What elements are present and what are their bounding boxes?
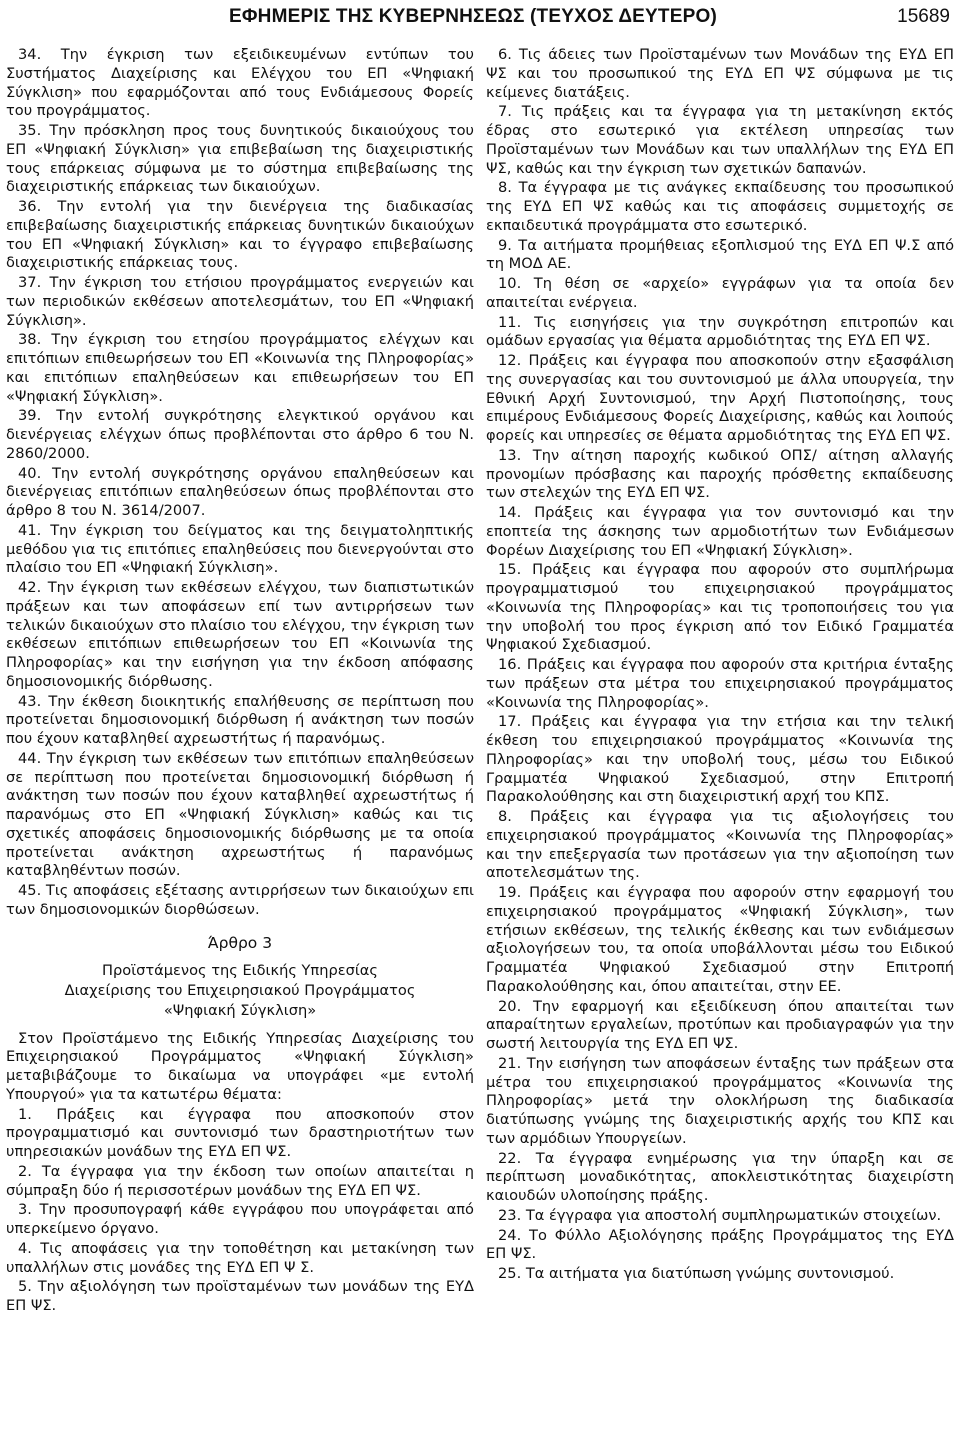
- page-header: [0, 6, 960, 32]
- article-intro: Στον Προϊστάμενο της Ειδικής Υπηρεσίας Διαχείρισης του Επιχειρησιακού Προγράμματος «Ψηφιακή Σύγκλιση» μεταβιβάζουμε το δικαίωμα να υπογράφει «με εντολή Υπουργού» για τα κατωτέρω θέματα:: [6, 1029, 474, 1103]
- article-title-line-2: Διαχείρισης του Επιχειρησιακού Προγράμματος: [64, 982, 416, 999]
- paragraph-43: 43. Την έκθεση διοικητικής επαλήθευσης σε περίπτωση που προτείνεται δημοσιονομική διόρθωση ή ανάκτηση των ποσών που έχουν καταβληθεί αχρεωστήτως ή παρανόμως.: [6, 692, 474, 747]
- paragraph-38: 38. Την έγκριση του ετησίου προγράμματος ελέγχων και επιτόπιων επιθεωρήσεων του ΕΠ «Κοινωνία της Πληροφορίας» και επιτόπιων επαληθεύσεων και επιθεωρήσεων του ΕΠ «Ψηφιακή Σύγκλιση».: [6, 331, 474, 405]
- item-20: 20. Την εφαρμογή και εξειδίκευση όπου απαιτείται των απαραίτητων εργαλείων, προτύπων και προδιαγραφών για την σωστή λειτουργία της ΕΥΔ ΕΠ ΨΣ.: [486, 997, 954, 1052]
- item-22: 22. Τα έγγραφα ενημέρωσης για την ύπαρξη και σε περίπτωση μοναδικότητας, αποκλειστικότητας διαχειρίστη καιουδών υλοποίησης πράξης.: [486, 1149, 954, 1204]
- item-14: 14. Πράξεις και έγγραφα για τον συντονισμό και την εποπτεία της άσκησης των αρμοδιοτήτων των Ενδιάμεσων Φορέων Διαχείρισης του ΕΠ «Ψηφιακή Σύγκλιση».: [486, 504, 954, 559]
- item-7: 7. Τις πράξεις και τα έγγραφα για τη μετακίνηση εκτός έδρας στο εσωτερικό για εκτέλεση υπηρεσίας των Προϊσταμένων των Μονάδων και των υπαλλήλων της ΕΥΔ ΕΠ ΨΣ, καθώς και την έγκριση των σχετικών δαπανών.: [486, 103, 954, 177]
- item-11: 11. Τις εισηγήσεις για την συγκρότηση επιτροπών και ομάδων εργασίας για θέματα αρμοδιότητας της ΕΥΔ ΕΠ ΨΣ.: [486, 313, 954, 350]
- item-18: 8. Πράξεις και έγγραφα για τις αξιολογήσεις του επιχειρησιακού προγράμματος «Κοινωνία της Πληροφορίας» και την επεξεργασία των προτάσεων για την αξιοποίηση των αποτελεσμάτων της.: [486, 808, 954, 882]
- item-9: 9. Τα αιτήματα προμήθειας εξοπλισμού της ΕΥΔ ΕΠ Ψ.Σ από τη ΜΟΔ ΑΕ.: [486, 236, 954, 273]
- page-number: 15689: [897, 6, 950, 27]
- paragraph-41: 41. Την έγκριση του δείγματος και της δειγματοληπτικής μεθόδου για τις επιτόπιες επαληθεύσεις που διενεργούνται στο πλαίσιο του ΕΠ «Ψηφιακή Σύγκλιση».: [6, 521, 474, 577]
- item-3: 3. Την προσυπογραφή κάθε εγγράφου που υπογράφεται από υπερκείμενο όργανο.: [6, 1201, 474, 1237]
- paragraph-45: 45. Τις αποφάσεις εξέτασης αντιρρήσεων των δικαιούχων επι των δημοσιονομικών διορθώσεων.: [6, 882, 474, 918]
- paragraph-36: 36. Την εντολή για την διενέργεια της διαδικασίας επιβεβαίωσης διαχειριστικής επάρκειας δυνητικών δικαιούχων του ΕΠ «Ψηφιακή Σύγκλιση» και το έγγραφο επιβεβαίωσης διαχειριστικής επάρκειας τους.: [6, 198, 474, 272]
- item-19: 19. Πράξεις και έγγραφα που αφορούν στην εφαρμογή του επιχειρησιακού προγράμματος «Ψηφιακή Σύγκλιση», των ετήσιων εκθέσεων, της τελικής έκθεσης και των ενδιάμεσων αξιολογήσεων του, τα οποία υποβάλλονται μέσω του Ειδικού Γραμματέα Ψηφιακού Σχεδιασμού στην Επιτροπή Παρακολούθησης και, όπου απαιτείται, στην ΕΕ.: [486, 884, 954, 995]
- paragraph-34: 34. Την έγκριση των εξειδικευμένων εντύπων του Συστήματος Διαχείρισης και Ελέγχου του ΕΠ «Ψηφιακή Σύγκλιση» που εφαρμόζονται από τους Ενδιάμεσους Φορείς του προγράμματος.: [6, 46, 474, 120]
- item-17: 17. Πράξεις και έγγραφα για την ετήσια και την τελική έκθεση του επιχειρησιακού προγράμματος «Κοινωνία της Πληροφορίας» και την υποβολή τους, μέσω του Ειδικού Γραμματέα Ψηφιακού Σχεδιασμού, στην Επιτροπή Παρακολούθησης και στη διαχειριστική αρχή του ΚΠΣ.: [486, 713, 954, 806]
- item-10: 10. Τη θέση σε «αρχείο» εγγράφων για τα οποία δεν απαιτείται ενέργεια.: [486, 275, 954, 311]
- paragraph-42: 42. Την έγκριση των εκθέσεων ελέγχου, των διαπιστωτικών πράξεων και των αποφάσεων επί των αντιρρήσεων των τελικών δικαιούχων στο πλαίσιο του ελέγχου, την έγκριση των εκθέσεων επιτόπιων επιθεωρήσεων του ΕΠ «Κοινωνία της Πληροφορίας» και την εισήγηση για την έκδοση απόφασης δημοσιονομικής διόρθωσης.: [6, 579, 474, 690]
- gazette-title: ΕΦΗΜΕΡΙΣ ΤΗΣ ΚΥΒΕΡΝΗΣΕΩΣ (ΤΕΥΧΟΣ ΔΕΥΤΕΡΟ): [229, 6, 717, 27]
- paragraph-40: 40. Την εντολή συγκρότησης οργάνου επαληθεύσεων και διενέργειας επιτόπιων επαληθεύσεων όπως προβλέπονται στο άρθρο 8 του Ν. 3614/2007.: [6, 464, 474, 519]
- item-8: 8. Τα έγγραφα με τις ανάγκες εκπαίδευσης του προσωπικού της ΕΥΔ ΕΠ ΨΣ καθώς και τις αποφάσεις συμμετοχής σε εκπαιδευτικά προγράμματα στο εσωτερικό.: [486, 179, 954, 234]
- item-23: 23. Τα έγγραφα για αποστολή συμπληρωματικών στοιχείων.: [498, 1206, 942, 1224]
- item-12: 12. Πράξεις και έγγραφα που αποσκοπούν στην εξασφάλιση της συνεργασίας και του συντονισμού με άλλα υπουργεία, την Εθνική Αρχή Συντονισμού, την Αρχή Πιστοποίησης, τους επιμέρους Ενδιάμεσους Φορείς Διαχείρισης, καθώς και λοιπούς φορείς και υπηρεσίες σε θέματα αρμοδιότητας της ΕΥΔ ΕΠ ΨΣ.: [486, 352, 954, 444]
- article-title-line-3: «Ψηφιακή Σύγκλιση»: [163, 1001, 317, 1019]
- item-2: 2. Τα έγγραφα για την έκδοση των οποίων απαιτείται η σύμπραξη δύο ή περισσοτέρων μονάδων της ΕΥΔ ΕΠ ΨΣ.: [6, 1162, 474, 1199]
- item-13: 13. Την αίτηση παροχής κωδικού ΟΠΣ/ αίτηση αλλαγής προνομίων πρόσβασης και παροχής πρόσθετης εκπαίδευσης των στελεχών της ΕΥΔ ΕΠ ΨΣ.: [486, 446, 954, 502]
- paragraph-39: 39. Την εντολή συγκρότησης ελεγκτικού οργάνου και διενέργειας ελέγχων όπως προβλέπονται στο άρθρο 6 του Ν. 2860/2000.: [6, 407, 474, 462]
- item-16: 16. Πράξεις και έγγραφα που αφορούν στα κριτήρια ένταξης των πράξεων στα μέτρα του επιχειρησιακού προγράμματος «Κοινωνία της Πληροφορίας».: [486, 656, 954, 711]
- item-6: 6. Τις άδειες των Προϊσταμένων των Μονάδων της ΕΥΔ ΕΠ ΨΣ και του προσωπικού της ΕΥΔ ΕΠ ΨΣ σύμφωνα με τις κείμενες διατάξεις.: [486, 46, 954, 101]
- right-column: [486, 46, 954, 1285]
- item-1: 1. Πράξεις και έγγραφα που αποσκοπούν στον προγραμματισμό και συντονισμό των δραστηριοτήτων των υπηρεσιακών μονάδων της ΕΥΔ ΕΠ ΨΣ.: [6, 1105, 474, 1160]
- item-25: 25. Τα αιτήματα για διατύπωση γνώμης συντονισμού.: [498, 1265, 895, 1282]
- article-title-line-1: Προϊστάμενος της Ειδικής Υπηρεσίας: [101, 962, 378, 980]
- article-number: Άρθρο 3: [207, 933, 273, 952]
- left-column: [6, 46, 474, 1317]
- item-4: 4. Τις αποφάσεις για την τοποθέτηση και μετακίνηση των υπαλλήλων στις μονάδες της ΕΥΔ ΕΠ Ψ Σ.: [6, 1239, 474, 1276]
- paragraph-37: 37. Την έγκριση του ετήσιου προγράμματος ενεργειών και των περιοδικών εκθέσεων αποτελεσμάτων, του ΕΠ «Ψηφιακή Σύγκλιση».: [6, 274, 474, 329]
- paragraph-35: 35. Την πρόσκληση προς τους δυνητικούς δικαιούχους του ΕΠ «Ψηφιακή Σύγκλιση» για επιβεβαίωση της διαχειριστικής τους επάρκειας σύμφωνα με το σύστημα επιβεβαίωσης της διαχειριστικής επάρκειας των δικαιούχων.: [6, 122, 474, 196]
- item-24: 24. Το Φύλλο Αξιολόγησης πράξης Προγράμματος της ΕΥΔ ΕΠ ΨΣ.: [486, 1226, 954, 1263]
- paragraph-44: 44. Την έγκριση των εκθέσεων των επιτόπιων επαληθεύσεων σε περίπτωση που προτείνεται δημοσιονομική διόρθωση ή ανάκτηση των ποσών που έχουν καταβληθεί αχρεωστήτως ή παρανόμως στο ΕΠ «Ψηφιακή Σύγκλιση» καθώς και τις σχετικές αποφάσεις δημοσιονομικής διόρθωσης με τα οποία προτείνεται ανάκτηση αχρεωστήτως ή παρανόμως καταβληθέντων ποσών.: [6, 749, 474, 880]
- item-15: 15. Πράξεις και έγγραφα που αφορούν στο συμπλήρωμα προγραμματισμού του επιχειρησιακού προγράμματος «Κοινωνία της Πληροφορίας» και τις τροποποιήσεις του για την υποβολή του προς έγκριση από τον Ειδικό Γραμματέα Ψηφιακού Σχεδιασμού.: [486, 561, 954, 654]
- item-21: 21. Την εισήγηση των αποφάσεων ένταξης των πράξεων στα μέτρα του επιχειρησιακού προγράμματος «Κοινωνία της Πληροφορίας» μετά την ολοκλήρωση της διαδικασία διατύπωσης γνώμης της διαχειριστικής αρχής του ΚΠΣ και των αρμόδιων Υπουργείων.: [486, 1054, 954, 1147]
- item-5: 5. Την αξιολόγηση των προϊσταμένων των μονάδων της ΕΥΔ ΕΠ ΨΣ.: [6, 1278, 474, 1314]
